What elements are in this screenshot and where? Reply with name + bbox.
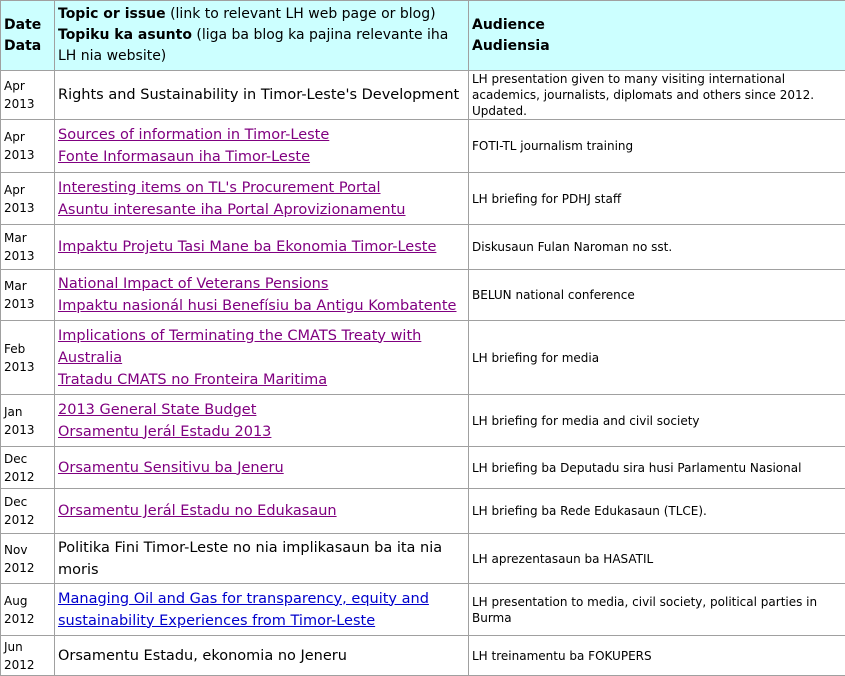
topic-text: Rights and Sustainability in Timor-Leste's Development	[58, 87, 459, 103]
audience-cell: LH presentation to media, civil society, political parties in Burma	[469, 584, 845, 636]
table-row	[1, 173, 845, 225]
date-cell	[1, 270, 55, 321]
topic-link[interactable]: Impaktu Projetu Tasi Mane ba Ekonomia Timor-Leste	[58, 239, 436, 255]
date-year: 2012	[4, 468, 51, 486]
topic-cell	[55, 447, 469, 489]
date-year: 2012	[4, 511, 51, 529]
audience-cell: LH briefing ba Rede Edukasaun (TLCE).	[469, 489, 845, 534]
table-row	[1, 584, 845, 636]
date-month: Dec	[4, 493, 51, 511]
topic-line	[58, 84, 465, 106]
date-cell	[1, 636, 55, 676]
topic-line	[58, 588, 465, 632]
topic-link[interactable]: 2013 General State Budget	[58, 402, 256, 418]
date-year: 2013	[4, 146, 51, 164]
date-month: Dec	[4, 450, 51, 468]
topic-link[interactable]: Orsamentu Sensitivu ba Jeneru	[58, 460, 284, 476]
date-month: Apr	[4, 181, 51, 199]
date-cell	[1, 225, 55, 270]
topic-line	[58, 457, 465, 479]
table-row	[1, 534, 845, 584]
date-year: 2013	[4, 295, 51, 313]
audience-cell: LH presentation given to many visiting international academics, journalists, diplomats and others since 2012. Updated.	[469, 71, 845, 120]
topic-cell	[55, 395, 469, 447]
topic-link[interactable]: Orsamentu Jerál Estadu 2013	[58, 424, 271, 440]
audience-cell: LH briefing ba Deputadu sira husi Parlamentu Nasional	[469, 447, 845, 489]
topic-link[interactable]: Tratadu CMATS no Fronteira Maritima	[58, 372, 327, 388]
topic-link[interactable]: Impaktu nasionál husi Benefísiu ba Antigu Kombatente	[58, 298, 456, 314]
date-year: 2013	[4, 95, 51, 113]
audience-cell: LH briefing for media and civil society	[469, 395, 845, 447]
date-month: Mar	[4, 229, 51, 247]
topic-line	[58, 325, 465, 369]
date-cell	[1, 489, 55, 534]
table-row	[1, 395, 845, 447]
topic-cell	[55, 489, 469, 534]
date-cell	[1, 321, 55, 395]
date-year: 2012	[4, 610, 51, 628]
date-cell	[1, 447, 55, 489]
audience-cell: FOTI-TL journalism training	[469, 120, 845, 173]
topic-line	[58, 273, 465, 295]
date-year: 2013	[4, 247, 51, 265]
date-cell	[1, 71, 55, 120]
date-month: Jun	[4, 638, 51, 656]
header-row	[1, 1, 845, 71]
topic-header: Topic or issue (link to relevant LH web page or blog) Topiku ka asunto (liga ba blog ka pajina relevante iha LH nia website)	[55, 1, 469, 71]
topic-cell	[55, 225, 469, 270]
topic-line	[58, 199, 465, 221]
date-cell	[1, 120, 55, 173]
topic-cell	[55, 173, 469, 225]
topic-link[interactable]: Sources of information in Timor-Leste	[58, 127, 329, 143]
audience-cell: BELUN national conference	[469, 270, 845, 321]
audience-cell: Diskusaun Fulan Naroman no sst.	[469, 225, 845, 270]
topic-cell	[55, 534, 469, 584]
topic-cell	[55, 270, 469, 321]
topic-cell	[55, 120, 469, 173]
date-cell	[1, 584, 55, 636]
date-month: Nov	[4, 541, 51, 559]
date-month: Jan	[4, 403, 51, 421]
audience-cell: LH treinamentu ba FOKUPERS	[469, 636, 845, 676]
topic-cell	[55, 321, 469, 395]
topic-line	[58, 146, 465, 168]
topic-line	[58, 124, 465, 146]
date-cell	[1, 395, 55, 447]
table-row	[1, 489, 845, 534]
topic-line	[58, 645, 465, 667]
topic-line	[58, 295, 465, 317]
topic-text: Politika Fini Timor-Leste no nia implikasaun ba ita nia moris	[58, 540, 442, 578]
date-month: Apr	[4, 77, 51, 95]
audience-cell: LH aprezentasaun ba HASATIL	[469, 534, 845, 584]
date-month: Apr	[4, 128, 51, 146]
date-month: Aug	[4, 592, 51, 610]
topic-link[interactable]: Managing Oil and Gas for transparency, equity and sustainability Experiences from Timor-Leste	[58, 591, 429, 629]
topic-link[interactable]: Asuntu interesante iha Portal Aprovizionamentu	[58, 202, 406, 218]
topic-line	[58, 537, 465, 581]
topic-link[interactable]: Fonte Informasaun iha Timor-Leste	[58, 149, 310, 165]
audience-cell: LH briefing for media	[469, 321, 845, 395]
table-row	[1, 120, 845, 173]
topic-line	[58, 421, 465, 443]
date-year: 2012	[4, 656, 51, 674]
table-row	[1, 225, 845, 270]
topic-cell	[55, 636, 469, 676]
audience-header: Audience Audiensia	[469, 1, 845, 71]
topic-line	[58, 369, 465, 391]
topic-link[interactable]: Orsamentu Jerál Estadu no Edukasaun	[58, 503, 337, 519]
topic-link[interactable]: Interesting items on TL's Procurement Portal	[58, 180, 381, 196]
table-row	[1, 71, 845, 120]
date-month: Feb	[4, 340, 51, 358]
table-row	[1, 321, 845, 395]
topic-line	[58, 500, 465, 522]
date-month: Mar	[4, 277, 51, 295]
date-header: Date Data	[1, 1, 55, 71]
date-year: 2013	[4, 421, 51, 439]
date-year: 2012	[4, 559, 51, 577]
topic-line	[58, 399, 465, 421]
topic-cell	[55, 584, 469, 636]
table-row	[1, 636, 845, 676]
topic-cell	[55, 71, 469, 120]
topic-link[interactable]: Implications of Terminating the CMATS Treaty with Australia	[58, 328, 421, 366]
table-row	[1, 270, 845, 321]
table-row	[1, 447, 845, 489]
date-cell	[1, 173, 55, 225]
date-cell	[1, 534, 55, 584]
topic-link[interactable]: National Impact of Veterans Pensions	[58, 276, 328, 292]
topic-line	[58, 236, 465, 258]
date-year: 2013	[4, 199, 51, 217]
topic-line	[58, 177, 465, 199]
date-year: 2013	[4, 358, 51, 376]
topic-text: Orsamentu Estadu, ekonomia no Jeneru	[58, 648, 347, 664]
audience-cell: LH briefing for PDHJ staff	[469, 173, 845, 225]
